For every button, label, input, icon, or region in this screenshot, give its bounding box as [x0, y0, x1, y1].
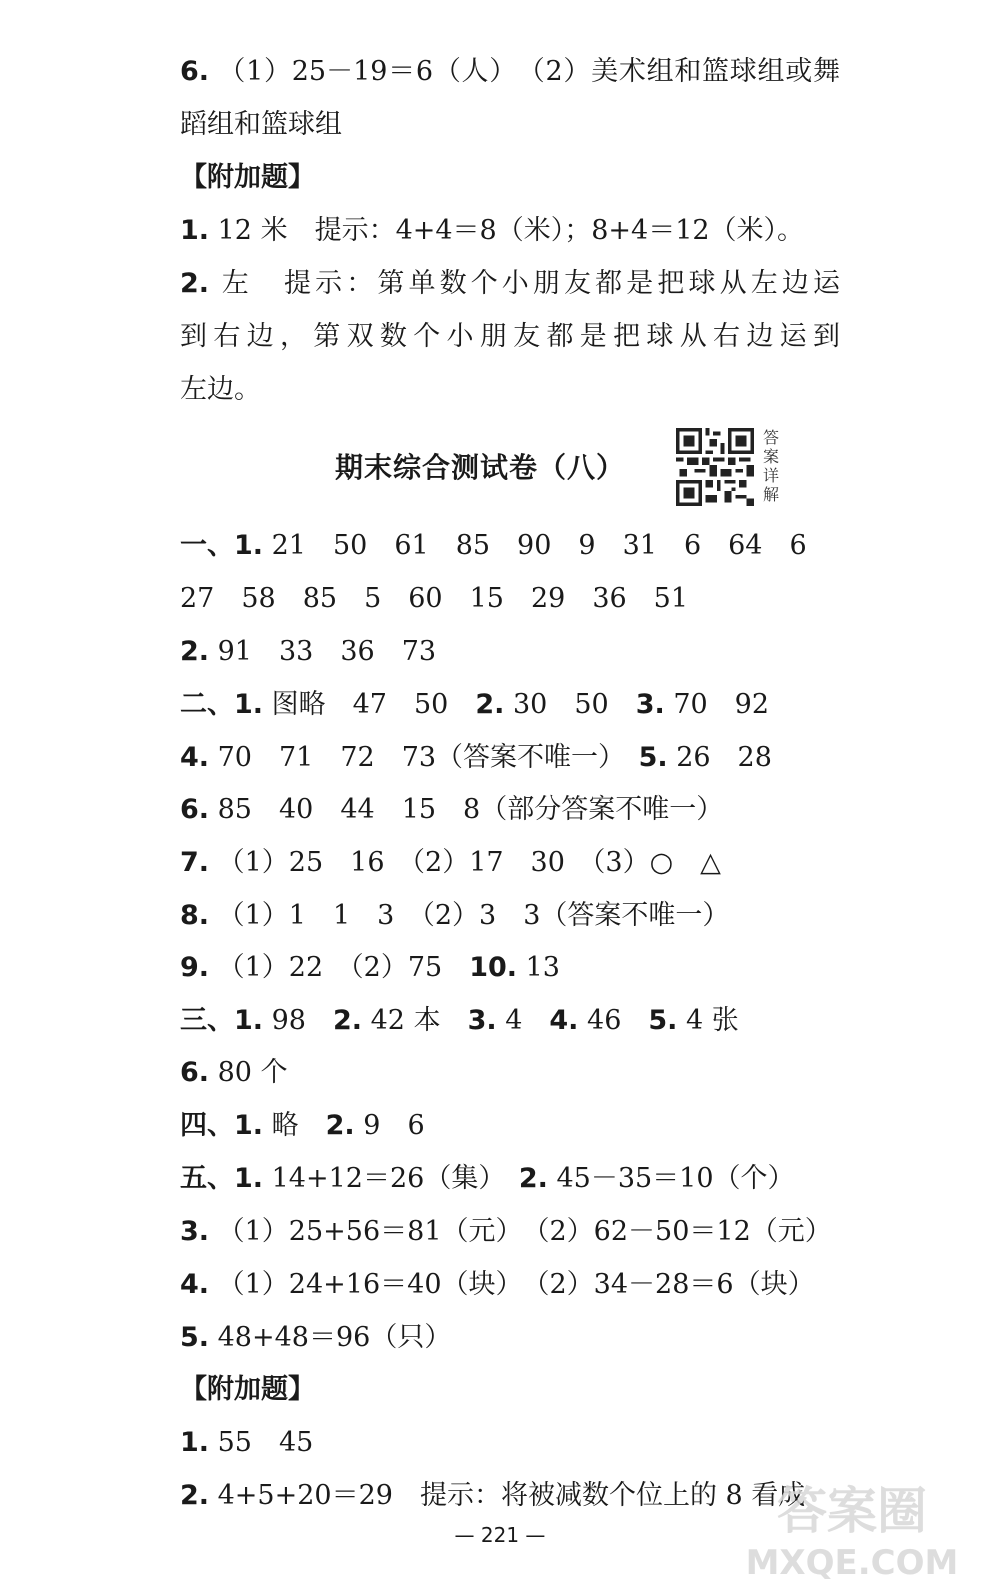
answer-line: 五、1. 14+12＝26（集） 2. 45－35＝10（个）: [180, 1163, 795, 1194]
qr-label: 答案详解: [762, 428, 779, 504]
answer-line: 左边。: [180, 374, 261, 405]
qr-code[interactable]: [676, 428, 754, 506]
answer-line: 2. 91 33 36 73: [180, 636, 437, 667]
answer-line: 6. （1）25－19＝6（人） （2）美术组和篮球组或舞: [180, 56, 840, 87]
answer-line: 7. （1）25 16 （2）17 30 （3）○ △: [180, 847, 721, 878]
answer-line: 三、1. 98 2. 42 本 3. 4 4. 46 5. 4 张: [180, 1005, 739, 1036]
answer-line: 4. 70 71 72 73（答案不唯一） 5. 26 28: [180, 742, 772, 773]
answer-line: 1. 12 米 提示：4+4＝8（米）；8+4＝12（米）。: [180, 215, 805, 246]
answer-line: 27 58 85 5 60 15 29 36 51: [180, 583, 689, 614]
answer-line: 5. 48+48＝96（只）: [180, 1322, 452, 1353]
answer-line: 二、1. 图略 47 50 2. 30 50 3. 70 92: [180, 689, 770, 720]
watermark-text-url: MXQE.COM: [745, 1543, 959, 1583]
answer-line: 3. （1）25+56＝81（元） （2）62－50＝12（元）: [180, 1216, 832, 1247]
answer-line: 2. 左 提示：第单数个小朋友都是把球从左边运: [180, 268, 840, 299]
answer-line: 9. （1）22 （2）75 10. 13: [180, 952, 560, 983]
answer-line: 6. 80 个: [180, 1057, 288, 1088]
bonus-heading: 【附加题】: [180, 1374, 315, 1405]
page-number: — 221 —: [454, 1523, 546, 1547]
watermark-text-cn: 答案圈: [777, 1482, 927, 1540]
answer-line: 1. 55 45: [180, 1427, 314, 1458]
answer-line: 4. （1）24+16＝40（块） （2）34－28＝6（块）: [180, 1269, 815, 1300]
answer-line: 8. （1）1 1 3 （2）3 3（答案不唯一）: [180, 900, 730, 931]
answer-line: 到右边，第双数个小朋友都是把球从右边运到: [180, 321, 840, 352]
answer-line: 一、1. 21 50 61 85 90 9 31 6 64 6: [180, 530, 807, 561]
answer-line: 2. 4+5+20＝29 提示：将被减数个位上的 8 看成: [180, 1480, 806, 1511]
answer-line: 6. 85 40 44 15 8（部分答案不唯一）: [180, 794, 724, 825]
answer-line: 蹈组和篮球组: [180, 109, 342, 140]
section-title: 期末综合测试卷（八）: [334, 451, 625, 484]
watermark-logo: [722, 1470, 982, 1585]
bonus-heading: 【附加题】: [180, 162, 315, 193]
answer-line: 四、1. 略 2. 9 6: [180, 1110, 425, 1141]
